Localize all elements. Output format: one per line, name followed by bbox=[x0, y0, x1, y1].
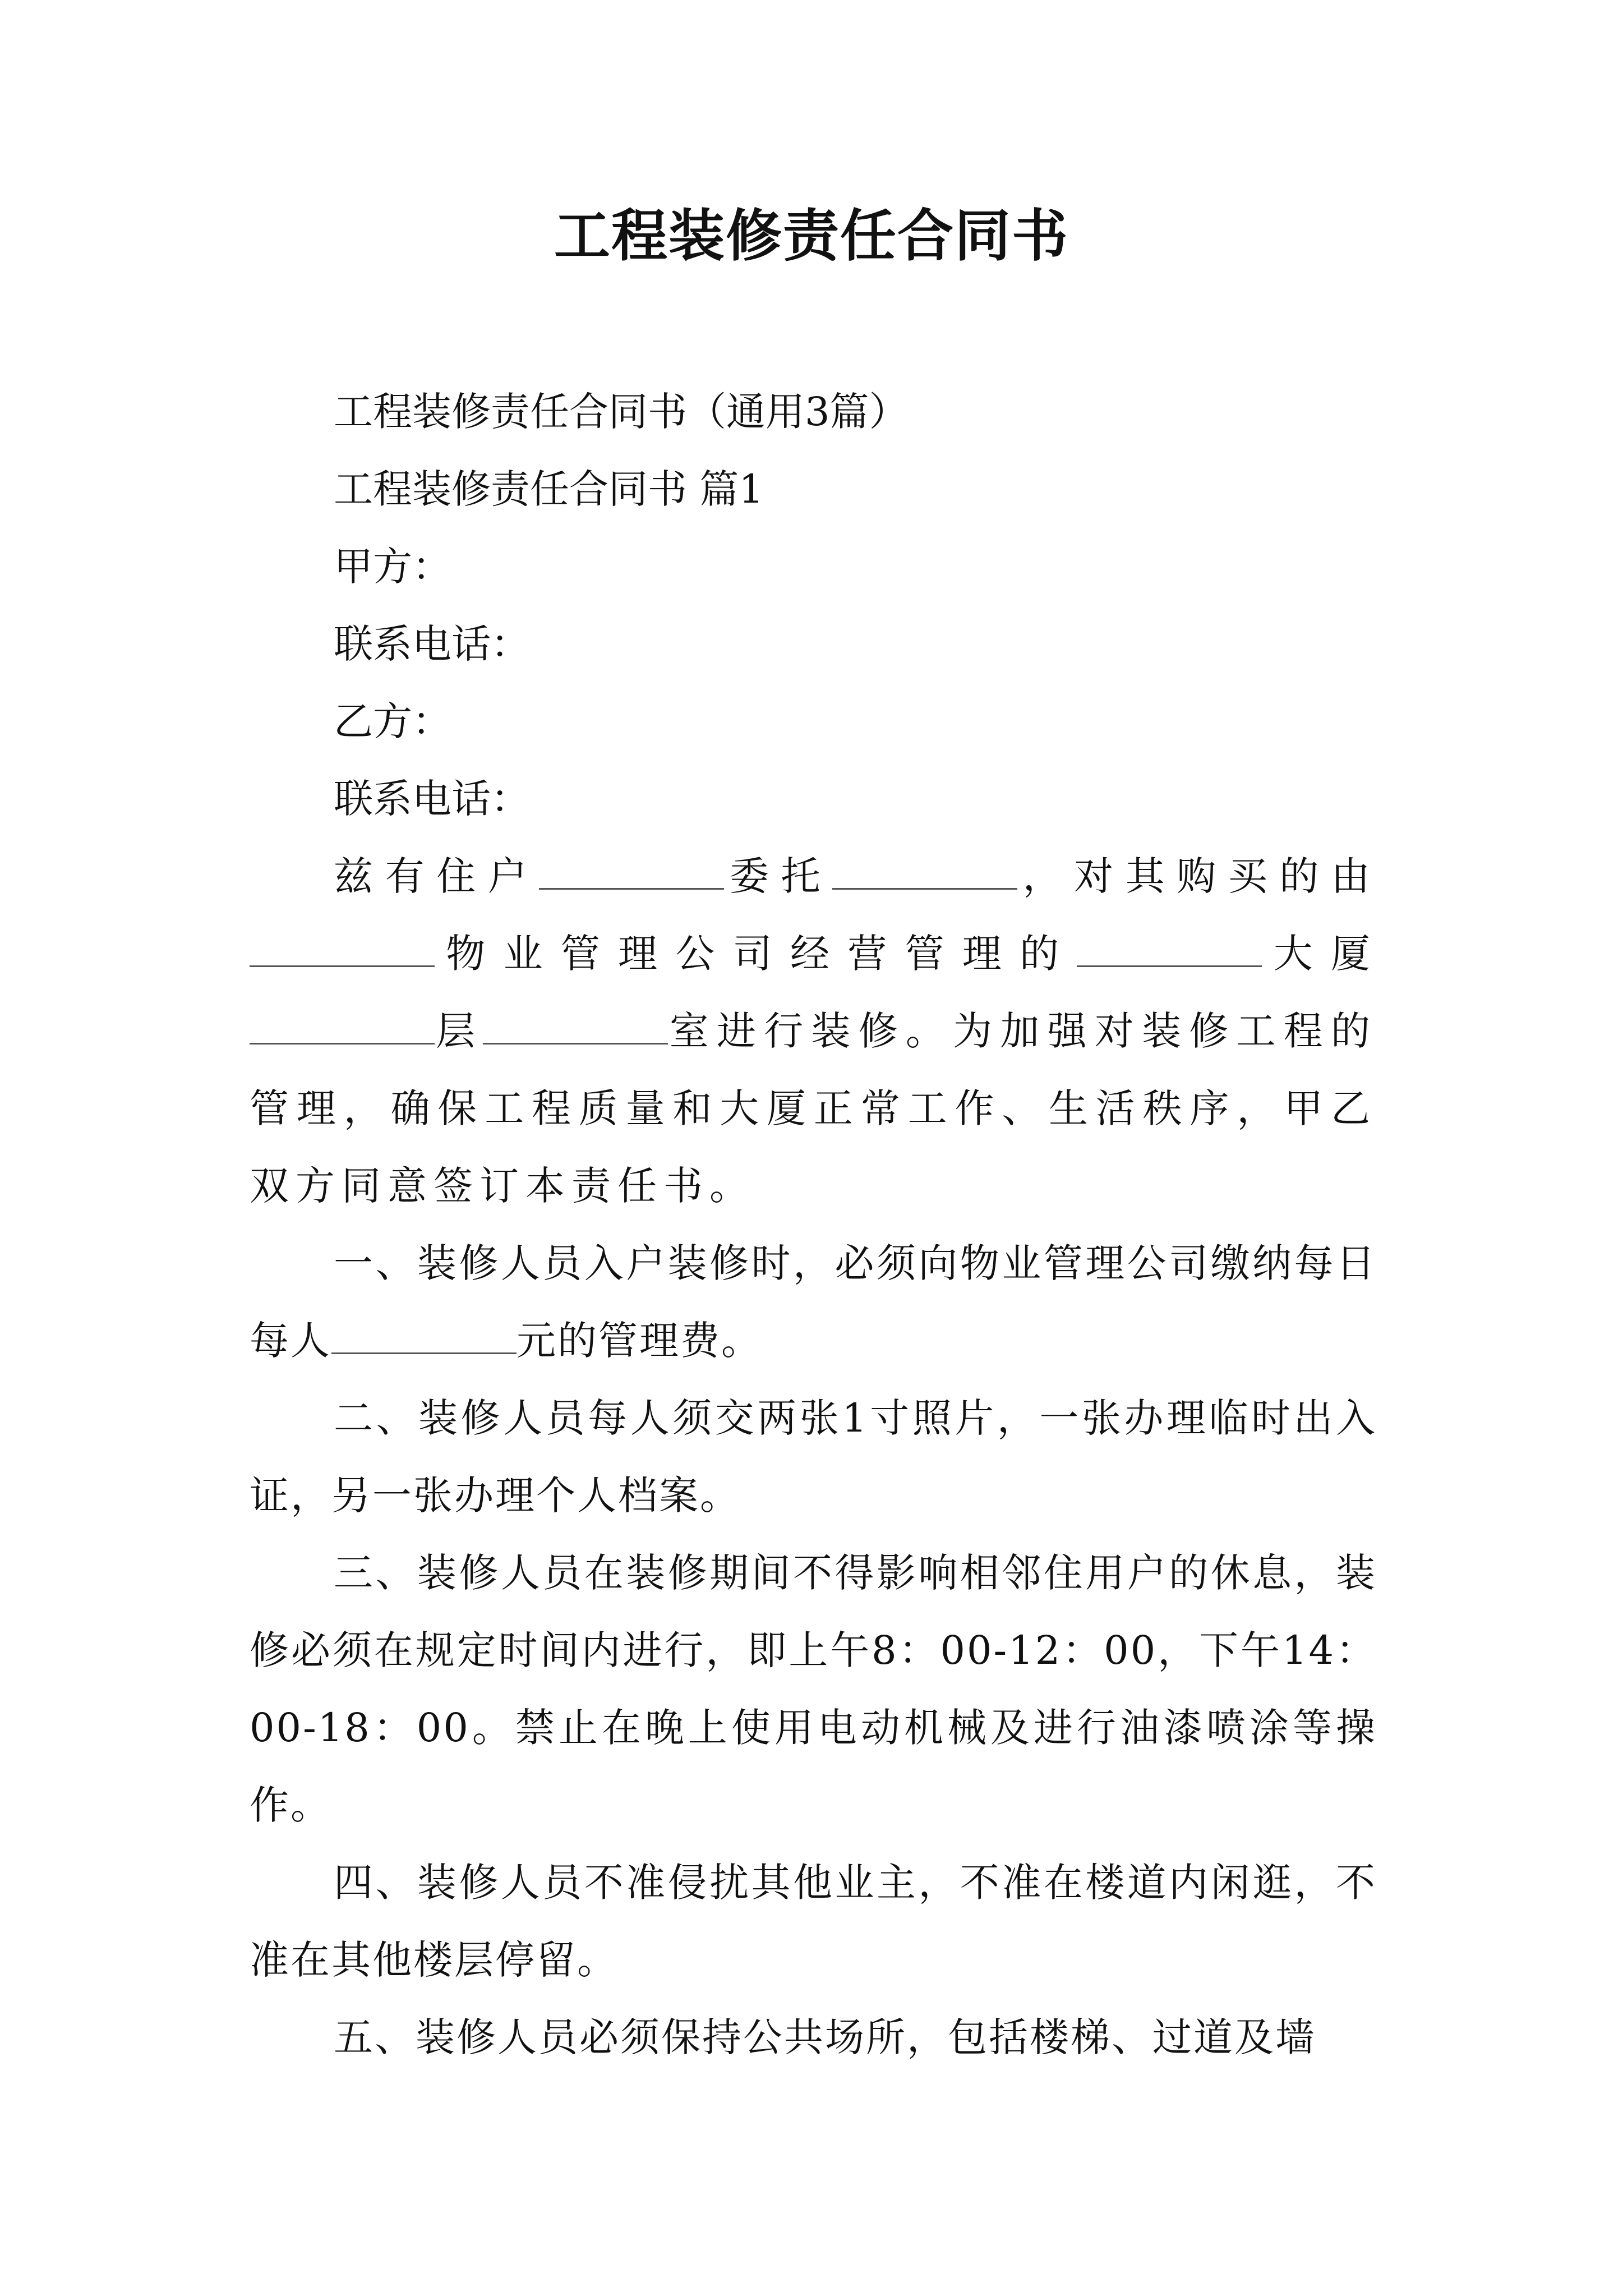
intro-text-5: 大厦 bbox=[1262, 931, 1377, 977]
party-a-label: 甲方： bbox=[334, 544, 451, 590]
intro-text-6: 层 bbox=[435, 1008, 483, 1054]
header-block bbox=[334, 373, 1377, 838]
contract-body bbox=[250, 838, 1377, 2076]
intro-text-7: 室进行装修。为加强对装修工程的管理，确保工程质量和大厦正常工作、生活秩序，甲乙双方同意签订本责任书。 bbox=[250, 1008, 1377, 1209]
intro-text-1: 兹有住户 bbox=[334, 853, 540, 899]
floor-blank bbox=[250, 1010, 435, 1045]
intro-text-3: ，对其购买的由 bbox=[1017, 853, 1377, 899]
resident-blank bbox=[539, 855, 724, 890]
building-blank bbox=[1077, 933, 1262, 967]
party-b-label: 乙方： bbox=[334, 698, 451, 744]
room-blank bbox=[483, 1010, 668, 1045]
section-heading-line: 工程装修责任合同书 篇1 bbox=[334, 466, 764, 512]
intro-text-4: 物业管理公司经营管理的 bbox=[435, 931, 1077, 977]
clause-1-text-1: 一、装修人员入户装修时，必须向物业管理公司缴纳每日每人 bbox=[250, 1240, 1377, 1364]
subtitle-line: 工程装修责任合同书（通用3篇） bbox=[334, 389, 909, 435]
property-company-blank bbox=[250, 933, 435, 967]
clause-1-text-2: 元的管理费。 bbox=[517, 1318, 762, 1364]
clause-5: 五、装修人员必须保持公共场所，包括楼梯、过道及墙 bbox=[334, 2014, 1316, 2060]
intro-paragraph bbox=[250, 838, 1377, 1225]
party-b-phone-label: 联系电话： bbox=[334, 776, 530, 822]
clause-1 bbox=[250, 1225, 1377, 1379]
party-a-phone-label: 联系电话： bbox=[334, 621, 530, 667]
clause-3: 三、装修人员在装修期间不得影响相邻住用户的休息，装修必须在规定时间内进行，即上午8：00-12：00，下午14：00-18：00。禁止在晚上使用电动机械及进行油漆喷涂等操作。 bbox=[250, 1550, 1377, 1828]
document-title: 工程装修责任合同书 bbox=[554, 203, 1069, 269]
clause-2: 二、装修人员每人须交两张1寸照片，一张办理临时出入证，另一张办理个人档案。 bbox=[250, 1395, 1377, 1519]
fee-blank bbox=[331, 1320, 517, 1354]
contractor-blank bbox=[832, 855, 1017, 890]
intro-text-2: 委托 bbox=[724, 853, 833, 899]
clause-4: 四、装修人员不准侵扰其他业主，不准在楼道内闲逛，不准在其他楼层停留。 bbox=[250, 1860, 1377, 1983]
